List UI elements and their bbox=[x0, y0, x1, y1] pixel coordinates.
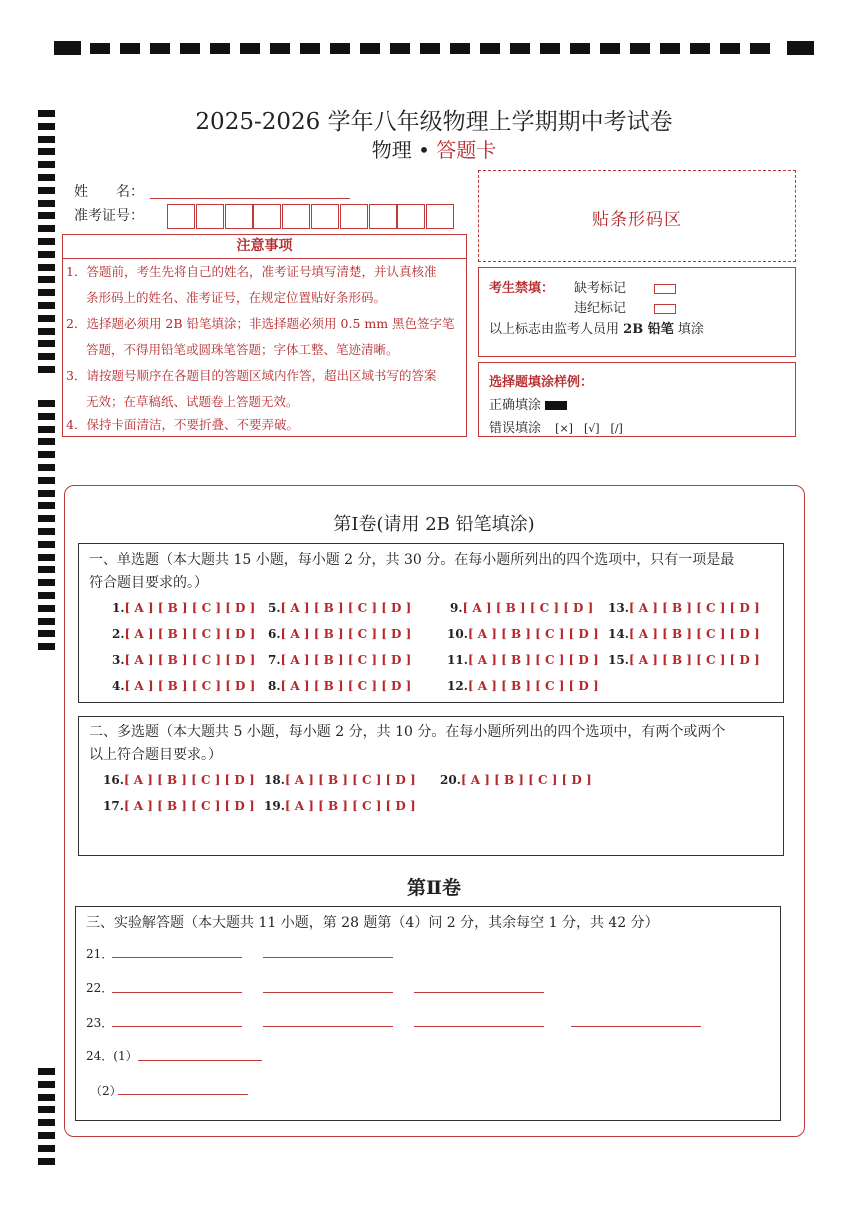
violation-mark-box[interactable] bbox=[654, 304, 676, 314]
timing-mark bbox=[38, 630, 55, 637]
timing-mark bbox=[38, 464, 55, 471]
question-item[interactable] bbox=[440, 773, 592, 787]
timing-mark bbox=[660, 43, 680, 54]
timing-mark bbox=[38, 426, 55, 433]
violation-mark-row bbox=[574, 297, 676, 316]
question-options[interactable]: [ A ] [ B ] [ C ] [ D ] bbox=[467, 653, 599, 667]
question-number: 13. bbox=[608, 601, 629, 615]
question-number: 8. bbox=[268, 679, 281, 693]
solid-fill-mark-icon bbox=[545, 401, 567, 410]
timing-mark bbox=[300, 43, 320, 54]
answer-blank[interactable] bbox=[414, 1026, 544, 1027]
timing-mark bbox=[38, 212, 55, 219]
question-number: 17. bbox=[103, 799, 124, 813]
timing-mark bbox=[38, 1106, 55, 1113]
timing-mark bbox=[38, 1081, 55, 1088]
question-item[interactable] bbox=[608, 653, 760, 667]
part2-title: 第Ⅱ卷 bbox=[406, 877, 461, 899]
timing-mark bbox=[690, 43, 710, 54]
id-digit-box[interactable] bbox=[426, 204, 454, 229]
timing-mark bbox=[90, 43, 110, 54]
timing-mark bbox=[120, 43, 140, 54]
answer-blank[interactable] bbox=[118, 1094, 248, 1095]
question-item[interactable] bbox=[112, 601, 255, 615]
timing-mark bbox=[38, 1094, 55, 1101]
question-options[interactable]: [ A ] [ B ] [ C ] [ D ] bbox=[467, 627, 599, 641]
timing-mark bbox=[600, 43, 620, 54]
timing-mark bbox=[38, 541, 55, 548]
question-item[interactable] bbox=[447, 653, 599, 667]
sample-correct-row bbox=[489, 394, 567, 413]
prohibit-note-bold: 2B 铅笔 bbox=[623, 322, 674, 337]
notice-line-3: 2．选择题必须用 2B 铅笔填涂；非选择题必须用 0.5 mm 黑色签字笔 bbox=[66, 316, 455, 331]
question-number: 16. bbox=[103, 773, 124, 787]
answer-blank[interactable] bbox=[263, 1026, 393, 1027]
timing-mark bbox=[38, 1158, 55, 1165]
question-item[interactable] bbox=[608, 627, 760, 641]
question-number: 11. bbox=[447, 653, 468, 667]
timing-mark bbox=[38, 174, 55, 181]
question-number: 3. bbox=[112, 653, 125, 667]
question-item[interactable] bbox=[450, 601, 593, 615]
id-label: 准考证号： bbox=[74, 208, 144, 224]
question-number: 1. bbox=[112, 601, 125, 615]
timing-mark bbox=[38, 328, 55, 335]
multi-choice-desc-2: 以上符合题目要求。） bbox=[89, 747, 222, 763]
multi-choice-desc-1: 二、多选题（本大题共 5 小题，每小题 2 分，共 10 分。在每小题所列出的四个选项中，有两个或两个 bbox=[89, 724, 726, 740]
question-number: 7. bbox=[268, 653, 281, 667]
question-item[interactable] bbox=[112, 627, 255, 641]
page-subtitle bbox=[0, 134, 868, 163]
question-number: 9. bbox=[450, 601, 463, 615]
question-options[interactable]: [ A ] [ B ] [ C ] [ D ] bbox=[280, 679, 412, 693]
timing-mark bbox=[38, 490, 55, 497]
answer-blank[interactable] bbox=[414, 992, 544, 993]
subtitle-card: 答题卡 bbox=[436, 138, 497, 162]
question-item[interactable] bbox=[103, 799, 255, 813]
id-digit-box[interactable] bbox=[311, 204, 339, 229]
timing-mark bbox=[38, 238, 55, 245]
subtitle-dot: • bbox=[418, 138, 430, 162]
timing-mark bbox=[360, 43, 380, 54]
id-digit-box[interactable] bbox=[167, 204, 195, 229]
timing-mark bbox=[38, 1119, 55, 1126]
timing-mark bbox=[38, 1145, 55, 1152]
question-number: 6. bbox=[268, 627, 281, 641]
question-item[interactable] bbox=[268, 627, 411, 641]
timing-mark bbox=[38, 502, 55, 509]
id-digit-box[interactable] bbox=[340, 204, 368, 229]
question-options[interactable]: [ A ] [ B ] [ C ] [ D ] bbox=[280, 653, 412, 667]
question-options[interactable]: [ A ] [ B ] [ C ] [ D ] bbox=[467, 679, 599, 693]
timing-mark bbox=[38, 554, 55, 561]
timing-mark bbox=[38, 353, 55, 360]
sample-wrong-marks: [×] [√] [/] bbox=[555, 422, 623, 435]
question-item[interactable] bbox=[608, 601, 760, 615]
q21-label: 21． bbox=[86, 947, 114, 961]
timing-mark bbox=[54, 41, 81, 55]
sample-correct-label: 正确填涂 bbox=[489, 398, 542, 413]
question-number: 2. bbox=[112, 627, 125, 641]
answer-blank[interactable] bbox=[263, 992, 393, 993]
prohibit-note-suffix: 填涂 bbox=[677, 322, 704, 337]
question-options[interactable]: [ A ] [ B ] [ C ] [ D ] bbox=[123, 799, 255, 813]
id-digit-box[interactable] bbox=[282, 204, 310, 229]
timing-mark bbox=[38, 1132, 55, 1139]
timing-mark bbox=[38, 366, 55, 373]
sample-wrong-label: 错误填涂 bbox=[489, 421, 542, 436]
timing-mark bbox=[210, 43, 230, 54]
q23-label: 23． bbox=[86, 1016, 114, 1030]
part1-title: 第Ⅰ卷(请用 2B 铅笔填涂) bbox=[333, 514, 535, 535]
timing-mark bbox=[38, 315, 55, 322]
question-options[interactable]: [ A ] [ B ] [ C ] [ D ] bbox=[284, 799, 416, 813]
notice-line-6: 无效；在草稿纸、试题卷上答题无效。 bbox=[86, 394, 299, 409]
answer-blank[interactable] bbox=[263, 957, 393, 958]
timing-mark bbox=[38, 438, 55, 445]
question-number: 20. bbox=[440, 773, 461, 787]
timing-mark bbox=[750, 43, 770, 54]
q22-label: 22． bbox=[86, 981, 114, 995]
notice-line-2: 条形码上的姓名、准考证号，在规定位置贴好条形码。 bbox=[86, 290, 387, 305]
question-number: 18. bbox=[264, 773, 285, 787]
question-options[interactable]: [ A ] [ B ] [ C ] [ D ] bbox=[284, 773, 416, 787]
absent-mark-box[interactable] bbox=[654, 284, 676, 294]
question-number: 10. bbox=[447, 627, 468, 641]
timing-mark bbox=[38, 592, 55, 599]
timing-mark bbox=[390, 43, 410, 54]
id-digit-box[interactable] bbox=[369, 204, 397, 229]
barcode-area bbox=[478, 170, 796, 262]
page-title: 2025-2026 学年八年级物理上学期期中考试卷 bbox=[195, 109, 673, 135]
section3-box bbox=[75, 906, 781, 1121]
question-item[interactable] bbox=[103, 773, 255, 787]
question-options[interactable]: [ A ] [ B ] [ C ] [ D ] bbox=[628, 653, 760, 667]
timing-mark bbox=[150, 43, 170, 54]
question-number: 5. bbox=[268, 601, 281, 615]
question-options[interactable]: [ A ] [ B ] [ C ] [ D ] bbox=[124, 653, 256, 667]
question-item[interactable] bbox=[264, 773, 416, 787]
question-options[interactable]: [ A ] [ B ] [ C ] [ D ] bbox=[462, 601, 594, 615]
question-number: 14. bbox=[608, 627, 629, 641]
question-options[interactable]: [ A ] [ B ] [ C ] [ D ] bbox=[280, 627, 412, 641]
timing-mark bbox=[38, 451, 55, 458]
timing-mark bbox=[38, 276, 55, 283]
timing-mark bbox=[38, 413, 55, 420]
q24-1-label: 24．(1） bbox=[86, 1049, 138, 1063]
timing-mark bbox=[38, 643, 55, 650]
question-item[interactable] bbox=[264, 799, 416, 813]
timing-mark bbox=[270, 43, 290, 54]
q24-2-label: （2） bbox=[90, 1084, 122, 1098]
timing-mark bbox=[38, 477, 55, 484]
single-choice-desc-2: 符合题目要求的。） bbox=[89, 575, 208, 591]
barcode-label: 贴条形码区 bbox=[592, 210, 682, 230]
question-options[interactable]: [ A ] [ B ] [ C ] [ D ] bbox=[124, 601, 256, 615]
section3-desc: 三、实验解答题（本大题共 11 小题，第 28 题第（4）问 2 分，其余每空 1 分，共 42 分） bbox=[86, 915, 659, 931]
timing-mark bbox=[38, 289, 55, 296]
question-options[interactable]: [ A ] [ B ] [ C ] [ D ] bbox=[628, 601, 760, 615]
question-item[interactable] bbox=[112, 679, 255, 693]
question-options[interactable]: [ A ] [ B ] [ C ] [ D ] bbox=[628, 627, 760, 641]
question-item[interactable] bbox=[268, 601, 411, 615]
timing-mark bbox=[38, 618, 55, 625]
answer-blank[interactable] bbox=[112, 992, 242, 993]
timing-mark bbox=[38, 605, 55, 612]
sample-title: 选择题填涂样例： bbox=[489, 375, 594, 390]
prohibit-title: 考生禁填： bbox=[489, 281, 555, 296]
prohibit-note-prefix: 以上标志由监考人员用 bbox=[489, 322, 620, 337]
timing-mark bbox=[38, 400, 55, 407]
timing-mark bbox=[510, 43, 530, 54]
notice-line-4: 答题，不得用铅笔或圆珠笔答题；字体工整、笔迹清晰。 bbox=[86, 342, 399, 357]
timing-mark bbox=[330, 43, 350, 54]
question-options[interactable]: [ A ] [ B ] [ C ] [ D ] bbox=[124, 679, 256, 693]
timing-mark bbox=[540, 43, 560, 54]
name-field[interactable] bbox=[150, 198, 350, 199]
timing-mark bbox=[38, 264, 55, 271]
answer-blank[interactable] bbox=[138, 1060, 262, 1061]
question-options[interactable]: [ A ] [ B ] [ C ] [ D ] bbox=[123, 773, 255, 787]
absent-label: 缺考标记 bbox=[574, 281, 627, 296]
left-timing-marks bbox=[38, 110, 56, 1170]
question-options[interactable]: [ A ] [ B ] [ C ] [ D ] bbox=[124, 627, 256, 641]
violation-label: 违纪标记 bbox=[574, 301, 627, 316]
question-item[interactable] bbox=[268, 679, 411, 693]
name-label: 姓 名： bbox=[74, 184, 144, 200]
question-item[interactable] bbox=[447, 627, 599, 641]
prohibit-note bbox=[489, 318, 704, 337]
timing-mark bbox=[38, 200, 55, 207]
question-options[interactable]: [ A ] [ B ] [ C ] [ D ] bbox=[460, 773, 592, 787]
timing-mark bbox=[630, 43, 650, 54]
id-digit-box[interactable] bbox=[397, 204, 425, 229]
single-choice-desc-1: 一、单选题（本大题共 15 小题，每小题 2 分，共 30 分。在每小题所列出的四个选项中，只有一项是最 bbox=[89, 552, 735, 568]
top-timing-marks bbox=[54, 41, 814, 55]
question-item[interactable] bbox=[447, 679, 599, 693]
question-number: 19. bbox=[264, 799, 285, 813]
timing-mark bbox=[720, 43, 740, 54]
timing-mark bbox=[787, 41, 814, 55]
notice-title: 注意事项 bbox=[62, 234, 467, 259]
question-options[interactable]: [ A ] [ B ] [ C ] [ D ] bbox=[280, 601, 412, 615]
absent-mark-row bbox=[574, 277, 676, 296]
id-digit-box[interactable] bbox=[196, 204, 224, 229]
question-item[interactable] bbox=[112, 653, 255, 667]
answer-blank[interactable] bbox=[112, 957, 242, 958]
timing-mark bbox=[450, 43, 470, 54]
timing-mark bbox=[570, 43, 590, 54]
subtitle-subject: 物理 bbox=[371, 138, 412, 162]
id-digit-box[interactable] bbox=[225, 204, 253, 229]
notice-line-5: 3．请按题号顺序在各题目的答题区域内作答，超出区域书写的答案 bbox=[66, 368, 437, 383]
answer-blank[interactable] bbox=[571, 1026, 701, 1027]
timing-mark bbox=[420, 43, 440, 54]
timing-mark bbox=[180, 43, 200, 54]
timing-mark bbox=[38, 579, 55, 586]
id-digit-box[interactable] bbox=[253, 204, 281, 229]
timing-mark bbox=[38, 225, 55, 232]
timing-mark bbox=[38, 1068, 55, 1075]
notice-line-7: 4．保持卡面清洁，不要折叠、不要弄破。 bbox=[66, 417, 299, 432]
timing-mark bbox=[38, 187, 55, 194]
timing-mark bbox=[38, 340, 55, 347]
sample-wrong-row bbox=[489, 417, 623, 436]
question-number: 4. bbox=[112, 679, 125, 693]
timing-mark bbox=[38, 566, 55, 573]
notice-line-1: 1．答题前，考生先将自己的姓名，准考证号填写清楚，并认真核准 bbox=[66, 264, 437, 279]
question-number: 15. bbox=[608, 653, 629, 667]
answer-blank[interactable] bbox=[112, 1026, 242, 1027]
question-item[interactable] bbox=[268, 653, 411, 667]
question-number: 12. bbox=[447, 679, 468, 693]
timing-mark bbox=[38, 251, 55, 258]
timing-mark bbox=[480, 43, 500, 54]
timing-mark bbox=[240, 43, 260, 54]
timing-mark bbox=[38, 302, 55, 309]
